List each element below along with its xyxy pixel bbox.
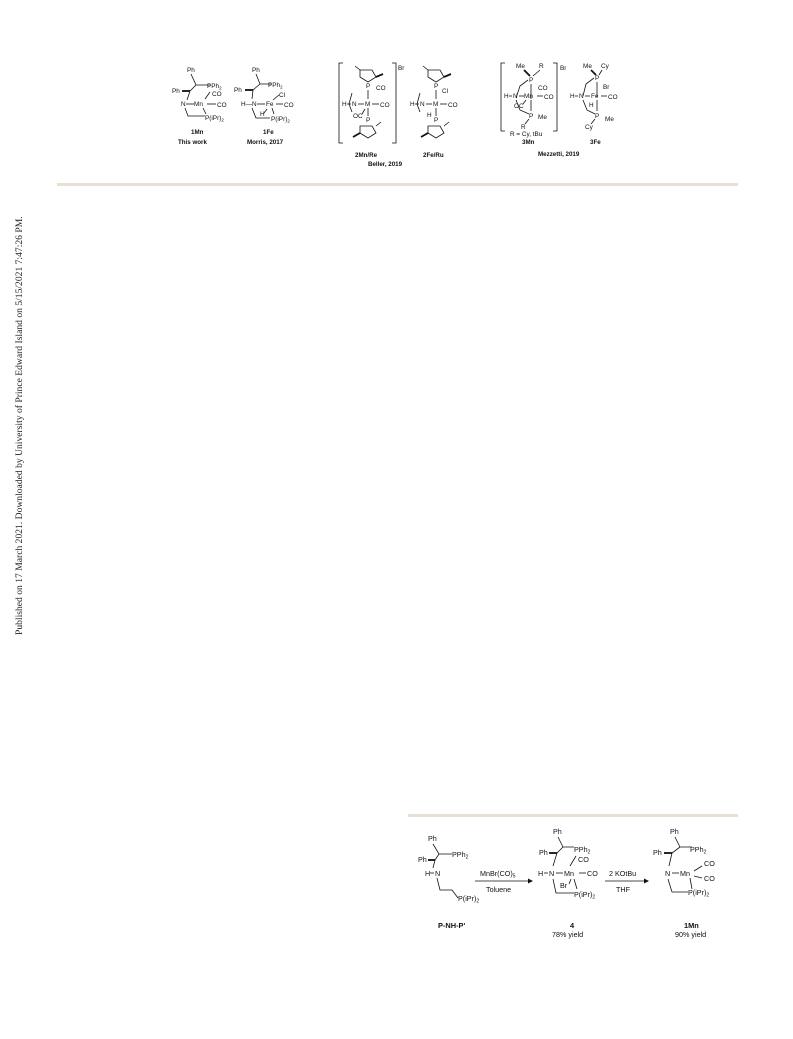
me-label: Me — [583, 63, 592, 70]
scheme-intermediate-4 — [538, 827, 598, 939]
pipr2-label: $P(iPr)_2$ — [205, 115, 224, 123]
reaction-arrow-2 — [605, 869, 649, 894]
mn-label: Mn — [194, 101, 203, 108]
me-label: Me — [516, 63, 525, 70]
r-label: R — [539, 63, 544, 70]
n-label: N — [549, 869, 555, 878]
compound-name-1mn: 1Mn — [191, 129, 204, 136]
p-label: P — [529, 77, 534, 84]
fe-label: Fe — [591, 93, 599, 100]
p-label: P — [366, 83, 371, 90]
mn-label: Mn — [524, 93, 533, 100]
structure-1fe — [234, 67, 294, 146]
pph2-label: PPh$_2$ — [207, 83, 222, 91]
structure-3fe — [570, 63, 618, 146]
co-label: CO — [448, 102, 458, 109]
group-caption-mezzetti: Mezzetti, 2019 — [538, 151, 580, 158]
n-label: N — [181, 101, 186, 108]
ph-label: Ph — [428, 834, 437, 843]
compound-name-3fe: 3Fe — [590, 139, 601, 146]
product-yield: 90% yield — [675, 930, 707, 939]
ph-label: Ph — [187, 67, 195, 74]
reaction-arrow-1 — [475, 869, 533, 894]
br-label: Br — [603, 84, 610, 91]
co-label: CO — [217, 102, 227, 109]
compound-name-2mn-re: 2Mn/Re — [355, 152, 378, 159]
hn-label: H — [425, 869, 431, 878]
br-counterion-label: Br — [398, 65, 405, 72]
hn-label: H — [342, 101, 347, 108]
r-label: R — [521, 124, 526, 131]
cy-label: Cy — [601, 63, 609, 70]
co-label: CO — [608, 94, 618, 101]
h-label: H — [538, 869, 544, 878]
compound-name-1fe: 1Fe — [263, 129, 274, 136]
pph2-label: PPh$_2$ — [452, 850, 469, 861]
m-label: M — [365, 101, 371, 108]
n-label: N — [513, 93, 518, 100]
pipr2-label: $P(iPr)_2$ — [574, 890, 596, 901]
product-name: 1Mn — [684, 921, 699, 930]
structure-1mn — [172, 67, 227, 146]
br-counterion-label: Br — [560, 65, 567, 72]
ph-label: Ph — [172, 88, 180, 95]
ph-label: Ph — [418, 855, 427, 864]
group-caption-beller: Beller, 2019 — [368, 161, 403, 168]
p-label: P — [366, 117, 371, 124]
co-label: CO — [578, 855, 589, 864]
cl-label: Cl — [442, 88, 449, 95]
ph-label: Ph — [553, 827, 562, 836]
p-label: P — [595, 75, 600, 82]
co-label: CO — [284, 102, 294, 109]
n-label: N — [420, 101, 425, 108]
cy-label: Cy — [585, 124, 593, 131]
reagent-1-label: $MnBr(CO)_5$ — [480, 869, 516, 880]
compound-caption-1fe: Morris, 2017 — [247, 139, 284, 146]
mn-label: Mn — [564, 869, 574, 878]
cl-label: Cl — [279, 92, 286, 99]
ph-label: Ph — [252, 67, 260, 74]
h-label: H — [427, 112, 432, 119]
oc-label: OC — [353, 113, 363, 120]
co-label: CO — [704, 874, 715, 883]
fe-label: Fe — [266, 101, 274, 108]
pipr2-label: $P(iPr)_2$ — [271, 116, 290, 124]
mn-label: Mn — [680, 869, 690, 878]
co-label: CO — [704, 859, 715, 868]
compound-caption-1mn: This work — [178, 139, 207, 146]
h-label: H — [589, 102, 594, 109]
m-label: M — [433, 101, 439, 108]
pph2-label: PPh$_2$ — [690, 845, 707, 856]
n-label: N — [665, 869, 671, 878]
scheme-product-1mn — [653, 827, 715, 939]
pipr2-label: $P(iPr)_2$ — [688, 888, 710, 899]
h-label: H — [260, 111, 265, 118]
co-label: CO — [587, 869, 598, 878]
download-side-note-text: Published on 17 March 2021. Downloaded by University of Prince Edward Island on 5/15/2021 7:47:26 PM. — [14, 216, 25, 635]
structure-2mn-re — [339, 63, 405, 159]
h-label: H — [410, 101, 415, 108]
n-label: N — [352, 101, 357, 108]
n-label: N — [435, 869, 441, 878]
p-label: P — [595, 113, 600, 120]
pph2-label: PPh$_2$ — [574, 845, 591, 856]
pipr2-label: $P(iPr)_2$ — [458, 894, 480, 905]
p-label: P — [529, 113, 534, 120]
ph-label: Ph — [234, 87, 242, 94]
compound-name-2fe-ru: 2Fe/Ru — [423, 152, 444, 159]
ph-label: Ph — [653, 848, 662, 857]
br-label: Br — [560, 881, 568, 890]
ph-label: Ph — [670, 827, 679, 836]
co-label: CO — [212, 91, 222, 98]
intermediate-yield: 78% yield — [552, 930, 584, 939]
solvent-2-label: THF — [616, 885, 630, 894]
intermediate-name: 4 — [570, 921, 575, 930]
p-label: P — [434, 83, 439, 90]
scheme-ligand — [418, 834, 479, 930]
solvent-1-label: Toluene — [486, 885, 512, 894]
hn-label: H—N — [241, 101, 257, 108]
co-label: CO — [538, 85, 548, 92]
h-label: H — [504, 93, 509, 100]
ph-label: Ph — [539, 848, 548, 857]
me-label: Me — [605, 116, 614, 123]
co-label: CO — [544, 94, 554, 101]
pph2-label: PPh$_2$ — [268, 82, 283, 90]
n-label: N — [579, 93, 584, 100]
compound-name-3mn: 3Mn — [522, 139, 535, 146]
structure-3mn — [501, 63, 567, 146]
co-label: CO — [380, 102, 390, 109]
me-label: Me — [538, 114, 547, 121]
r-definition: R = Cy, tBu — [510, 131, 543, 138]
structure-2fe-ru — [410, 66, 458, 159]
p-label: P — [434, 117, 439, 124]
h-label: H — [570, 93, 575, 100]
reagent-2-label: 2 KOtBu — [609, 869, 637, 878]
ligand-name: P-NH-P' — [438, 921, 466, 930]
co-label: CO — [376, 85, 386, 92]
oc-label: OC — [514, 103, 524, 110]
